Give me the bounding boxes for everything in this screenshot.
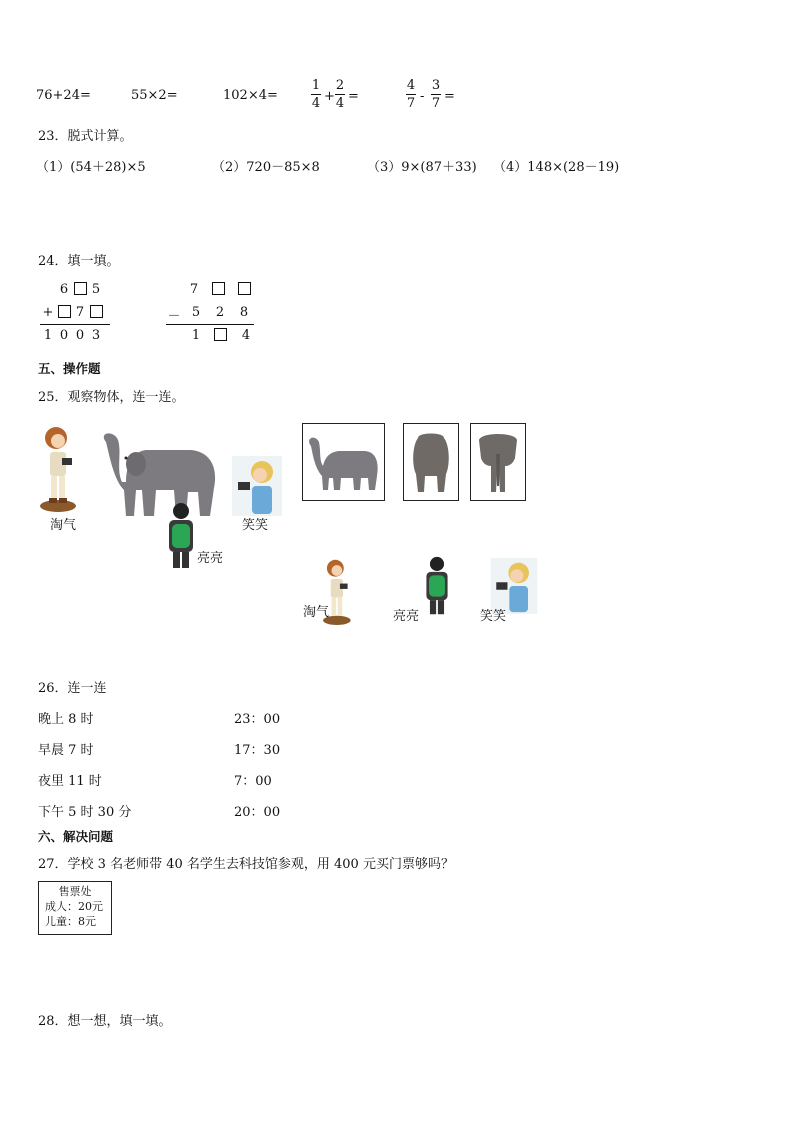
- fraction-2-4: 2 4: [335, 78, 345, 111]
- q28-title: 28．想一想，填一填。: [38, 1014, 172, 1029]
- fraction-4-7: 4 7: [406, 78, 416, 111]
- ticket-header: 售票处: [58, 885, 92, 898]
- elephant-front-view-icon: [471, 424, 525, 500]
- elephant-view-side[interactable]: [302, 423, 385, 501]
- expr-55x2: 55×2=: [131, 88, 178, 103]
- add-r3-c0: 1: [43, 328, 53, 343]
- elephant-back-view-icon: [404, 424, 458, 500]
- add-r2-op: +: [42, 305, 54, 320]
- minus-sign: -: [420, 89, 425, 104]
- blank-box[interactable]: [212, 328, 228, 344]
- add-r3-c1: 0: [59, 328, 69, 343]
- blank-box[interactable]: [56, 305, 72, 321]
- add-r1-c1: 6: [59, 282, 69, 297]
- fraction-1-4: 1 4: [311, 78, 321, 111]
- girl-photographer-icon: [36, 424, 96, 514]
- bottom-label-taoqi[interactable]: 淘气: [303, 605, 330, 620]
- section-5-heading: 五、操作题: [38, 361, 101, 376]
- q23-item-2: （2）720－85×8: [212, 160, 320, 175]
- elephant-side-icon: [96, 430, 226, 518]
- label-liangliang: 亮亮: [197, 551, 224, 566]
- sub-r1-c1: 7: [189, 282, 199, 297]
- sub-r2-c1: 5: [191, 305, 201, 320]
- q23-item-1: （1）(54＋28)×5: [36, 160, 146, 175]
- ticket-adult-price: 成人：20元: [45, 900, 103, 913]
- bottom-label-liangliang[interactable]: 亮亮: [393, 609, 420, 624]
- q26-left-4[interactable]: 下午 5 时 30 分: [38, 805, 132, 820]
- label-xiaoxiao: 笑笑: [242, 518, 269, 533]
- q23-item-3: （3）9×(87＋33): [367, 160, 477, 175]
- girl-camera-icon: [232, 456, 282, 516]
- sub-r3-c1: 1: [191, 328, 201, 343]
- q26-right-4[interactable]: 20：00: [234, 805, 281, 820]
- expr-76-24: 76+24=: [36, 88, 91, 103]
- q26-left-1[interactable]: 晚上 8 时: [38, 712, 94, 727]
- blank-box[interactable]: [72, 282, 88, 298]
- plus-sign: +: [324, 89, 335, 104]
- bottom-label-xiaoxiao[interactable]: 笑笑: [480, 609, 507, 624]
- q23-item-4: （4）148×(28－19): [493, 160, 620, 175]
- q27-title: 27．学校 3 名老师带 40 名学生去科技馆参观，用 400 元买门票够吗？: [38, 857, 454, 872]
- add-r3-c2: 0: [75, 328, 85, 343]
- add-r2-c2: 7: [75, 305, 85, 320]
- q26-right-1[interactable]: 23：00: [234, 712, 281, 727]
- blank-box[interactable]: [210, 282, 226, 298]
- sub-r2-op: －: [167, 309, 181, 324]
- sum-line: [40, 324, 110, 325]
- ticket-child-price: 儿童：8元: [45, 915, 96, 928]
- blank-box[interactable]: [236, 282, 252, 298]
- add-r1-c3: 5: [91, 282, 101, 297]
- equals-sign: =: [444, 89, 455, 104]
- elephant-view-front[interactable]: [470, 423, 526, 501]
- boy-backpack-icon: [164, 502, 198, 570]
- equals-sign: =: [348, 89, 359, 104]
- label-taoqi: 淘气: [50, 518, 77, 533]
- blank-box[interactable]: [88, 305, 104, 321]
- elephant-view-back[interactable]: [403, 423, 459, 501]
- q26-title: 26．连一连: [38, 681, 107, 696]
- fraction-3-7: 3 7: [431, 78, 441, 111]
- q26-left-2[interactable]: 早晨 7 时: [38, 743, 94, 758]
- elephant-side-view-icon: [303, 424, 384, 500]
- ticket-price-board: [38, 881, 112, 935]
- boy-backpack-icon: [422, 552, 452, 620]
- expr-102x4: 102×4=: [223, 88, 278, 103]
- q25-title: 25．观察物体，连一连。: [38, 390, 185, 405]
- sub-r2-c3: 8: [239, 305, 249, 320]
- q23-title: 23．脱式计算。: [38, 129, 133, 144]
- difference-line: [166, 324, 254, 325]
- sub-r3-c3: 4: [241, 328, 251, 343]
- q24-title: 24．填一填。: [38, 254, 120, 269]
- add-r3-c3: 3: [91, 328, 101, 343]
- section-6-heading: 六、解决问题: [38, 829, 114, 844]
- q26-right-3[interactable]: 7：00: [234, 774, 272, 789]
- q26-right-2[interactable]: 17：30: [234, 743, 281, 758]
- q26-left-3[interactable]: 夜里 11 时: [38, 774, 102, 789]
- sub-r2-c2: 2: [215, 305, 225, 320]
